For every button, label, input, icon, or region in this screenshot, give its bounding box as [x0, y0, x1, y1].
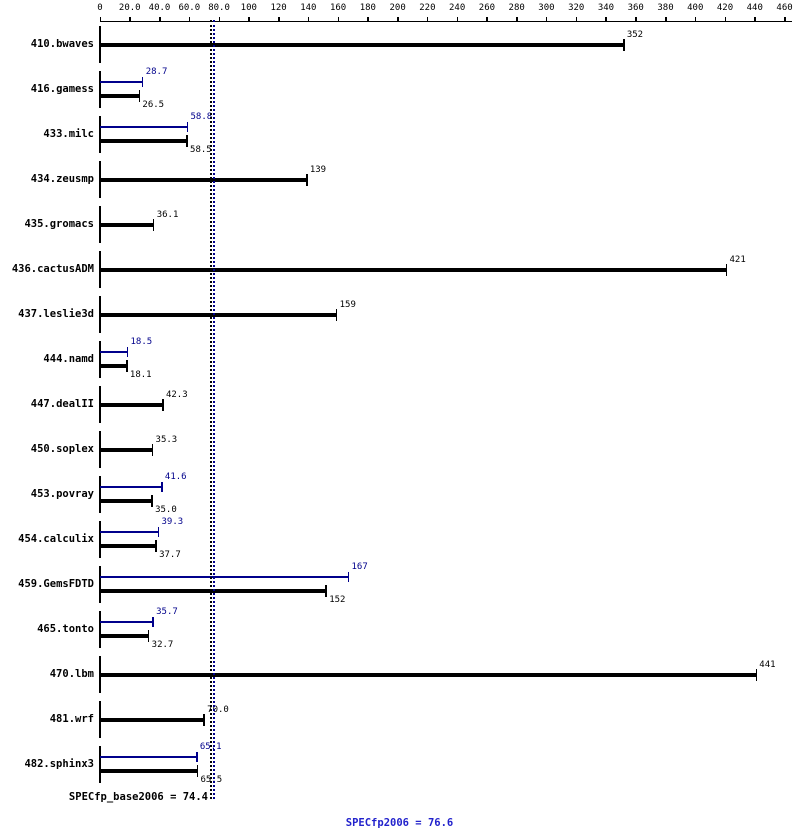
base-end-tick: [325, 585, 327, 597]
peak-end-tick: [127, 347, 129, 357]
x-axis-tick: [278, 17, 280, 22]
x-axis-tick-label: 140: [300, 3, 317, 13]
peak-end-tick: [152, 617, 154, 627]
base-end-tick: [336, 309, 338, 321]
base-end-tick: [126, 360, 128, 372]
peak-bar: [100, 756, 197, 758]
peak-bar: [100, 531, 158, 533]
base-bar: [100, 364, 127, 368]
base-bar: [100, 769, 197, 773]
x-axis-tick-label: 440: [746, 3, 763, 13]
peak-end-tick: [196, 752, 198, 762]
benchmark-label: 416.gamess: [30, 82, 94, 95]
x-axis-tick-label: 320: [568, 3, 585, 13]
x-axis-tick: [248, 17, 250, 22]
base-end-tick: [726, 264, 728, 276]
base-value-label: 35.0: [155, 505, 177, 515]
x-axis-tick-label: 220: [419, 3, 436, 13]
peak-end-tick: [142, 77, 144, 87]
x-axis-tick: [665, 17, 667, 22]
base-value-label: 37.7: [159, 550, 181, 560]
x-axis-tick-label: 200: [389, 3, 406, 13]
x-axis-tick: [427, 17, 429, 22]
x-axis-tick-label: 0: [97, 3, 103, 13]
peak-value-label: 167: [351, 562, 368, 572]
row-axis-stub: [99, 611, 101, 648]
benchmark-label: 433.milc: [43, 127, 94, 140]
base-end-tick: [306, 174, 308, 186]
x-axis-tick-label: 240: [449, 3, 466, 13]
base-bar: [100, 139, 187, 143]
base-end-tick: [162, 399, 164, 411]
base-value-label: 42.3: [165, 389, 188, 400]
row-axis-stub: [99, 521, 101, 558]
x-axis-tick-label: 300: [538, 3, 555, 13]
x-axis-tick-label: 460: [776, 3, 793, 13]
x-axis-tick-label: 80.0: [208, 3, 230, 13]
benchmark-label: 465.tonto: [37, 622, 94, 635]
base-value-label: 352: [626, 29, 644, 40]
base-end-tick: [203, 714, 205, 726]
base-value-label: 139: [309, 164, 327, 175]
x-axis-tick: [457, 17, 459, 22]
row-axis-stub: [99, 746, 101, 783]
base-value-label: 65.5: [200, 775, 223, 785]
base-bar: [100, 403, 163, 407]
base-value-label: 58.5: [190, 145, 212, 155]
x-axis-tick: [338, 17, 340, 22]
base-end-tick: [186, 135, 188, 147]
x-axis-tick: [159, 17, 161, 22]
benchmark-label: 436.cactusADM: [11, 262, 94, 275]
x-axis-tick: [129, 17, 131, 22]
x-axis-tick-label: 20.0: [118, 3, 141, 13]
base-bar: [100, 178, 307, 182]
x-axis-tick-label: 280: [508, 3, 525, 13]
x-axis-tick-label: 420: [716, 3, 734, 13]
peak-value-label: 39.3: [161, 517, 184, 527]
benchmark-label: 459.GemsFDTD: [18, 577, 94, 590]
base-value-label: 26.5: [142, 100, 165, 110]
peak-value-label: 65.1: [199, 742, 222, 752]
x-axis-tick: [784, 17, 786, 22]
x-axis-tick: [725, 17, 727, 22]
base-end-tick: [139, 90, 141, 102]
row-axis-stub: [99, 341, 101, 378]
x-axis-tick: [576, 17, 578, 22]
base-value-label: 159: [339, 299, 356, 310]
x-axis-tick: [516, 17, 518, 22]
base-end-tick: [152, 444, 154, 456]
peak-bar: [100, 576, 349, 578]
base-bar: [100, 448, 153, 452]
base-value-label: 421: [729, 254, 746, 265]
benchmark-label: 450.soplex: [30, 442, 94, 455]
benchmark-label: 453.povray: [30, 487, 94, 500]
base-end-tick: [197, 765, 199, 777]
x-axis-tick-label: 400: [687, 3, 704, 13]
base-mean-line: [210, 20, 212, 799]
row-axis-stub: [99, 116, 101, 153]
x-axis-tick: [546, 17, 548, 22]
peak-value-label: 35.7: [156, 607, 178, 617]
x-axis-tick: [189, 17, 191, 22]
x-axis-tick: [635, 17, 637, 22]
base-bar: [100, 718, 204, 722]
peak-end-tick: [187, 122, 189, 132]
x-axis-tick-label: 60.0: [178, 3, 201, 13]
base-end-tick: [153, 219, 155, 231]
x-axis-tick: [308, 17, 310, 22]
benchmark-label: 444.namd: [43, 352, 94, 365]
peak-bar: [100, 621, 153, 623]
peak-value-label: 41.6: [164, 472, 187, 482]
x-axis-tick: [367, 17, 369, 22]
peak-value-label: 18.5: [130, 337, 153, 347]
x-axis-tick-label: 120: [270, 3, 287, 13]
row-axis-stub: [99, 71, 101, 108]
benchmark-label: 470.lbm: [49, 667, 94, 680]
benchmark-label: 481.wrf: [49, 712, 94, 725]
peak-bar: [100, 486, 162, 488]
base-value-label: 18.1: [129, 370, 152, 380]
row-axis-stub: [99, 566, 101, 603]
peak-mean-line: [213, 20, 215, 799]
x-axis-line: [100, 21, 792, 22]
base-value-label: 36.1: [156, 209, 179, 220]
base-value-label: 70.0: [207, 704, 229, 715]
x-axis-tick: [219, 17, 221, 22]
peak-bar: [100, 126, 188, 128]
benchmark-label: 482.sphinx3: [24, 757, 94, 770]
x-axis-tick: [754, 17, 756, 22]
peak-end-tick: [158, 527, 160, 537]
base-value-label: 35.3: [155, 434, 178, 445]
base-bar: [100, 268, 727, 272]
peak-end-tick: [161, 482, 163, 492]
base-bar: [100, 223, 154, 227]
peak-summary-label: SPECfp2006 = 76.6: [345, 817, 454, 829]
base-bar: [100, 313, 337, 317]
x-axis-tick: [397, 17, 399, 22]
base-value-label: 32.7: [151, 640, 174, 650]
x-axis-tick: [605, 17, 607, 22]
peak-bar: [100, 81, 143, 83]
x-axis-tick: [100, 17, 102, 22]
base-end-tick: [756, 669, 758, 681]
x-axis-tick-label: 380: [657, 3, 674, 13]
x-axis-tick: [486, 17, 488, 22]
benchmark-label: 447.dealII: [30, 397, 94, 410]
benchmark-label: 434.zeusmp: [30, 172, 94, 185]
x-axis-tick-label: 40.0: [148, 3, 171, 13]
row-axis-stub: [99, 476, 101, 513]
benchmark-label: 410.bwaves: [30, 37, 94, 50]
base-bar: [100, 673, 756, 677]
peak-bar: [100, 351, 128, 353]
base-summary-label: SPECfp_base2006 = 74.4: [68, 791, 208, 803]
base-bar: [100, 544, 156, 548]
peak-value-label: 28.7: [145, 67, 168, 77]
x-axis-tick-label: 100: [240, 3, 257, 13]
base-value-label: 441: [759, 659, 776, 670]
x-axis-tick-label: 360: [627, 3, 644, 13]
peak-end-tick: [348, 572, 350, 582]
base-bar: [100, 43, 624, 47]
base-bar: [100, 94, 139, 98]
x-axis-tick-label: 340: [597, 3, 615, 13]
x-axis-tick-label: 260: [478, 3, 496, 13]
benchmark-label: 437.leslie3d: [18, 307, 94, 320]
base-end-tick: [151, 495, 153, 507]
x-axis-tick-label: 160: [329, 3, 347, 13]
base-bar: [100, 634, 149, 638]
x-axis-tick-label: 180: [359, 3, 376, 13]
benchmark-label: 435.gromacs: [24, 217, 94, 230]
x-axis-tick: [695, 17, 697, 22]
base-value-label: 152: [329, 595, 346, 605]
base-end-tick: [148, 630, 150, 642]
base-end-tick: [155, 540, 157, 552]
peak-value-label: 58.8: [190, 112, 213, 122]
benchmark-label: 454.calculix: [18, 532, 94, 545]
base-end-tick: [623, 39, 625, 51]
base-bar: [100, 499, 152, 503]
